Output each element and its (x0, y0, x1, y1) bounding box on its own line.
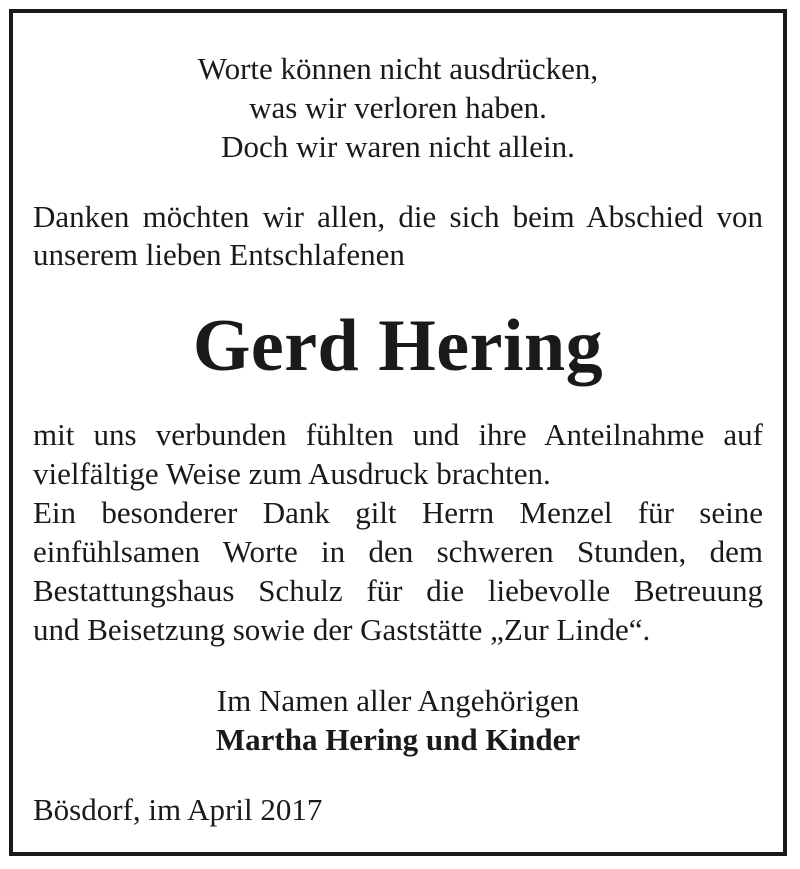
signature-line-2: Martha Hering und Kinder (215, 722, 581, 757)
thanks-body-line-4: einfühlsamen Worte in den schweren Stunden, dem (33, 534, 763, 569)
deceased-name: Gerd Hering (192, 305, 604, 387)
thanks-body-line-5: Bestattungshaus Schulz für die liebevolle Betreuung (33, 573, 763, 608)
thanks-intro-line-2: unserem lieben Entschlafenen (33, 237, 405, 272)
signature-line-1: Im Namen aller Angehörigen (216, 683, 580, 718)
thanks-body-line-2: vielfältige Weise zum Ausdruck brachten. (33, 456, 551, 491)
thanks-body-line-6: und Beisetzung sowie der Gaststätte „Zur Linde“. (33, 612, 651, 647)
poem-line-3: Doch wir waren nicht allein. (221, 129, 575, 164)
obituary-thank-you-notice (9, 9, 787, 856)
poem-line-2: was wir verloren haben. (249, 90, 547, 125)
thanks-body-line-1: mit uns verbunden fühlten und ihre Anteilnahme auf (33, 417, 763, 452)
poem-line-1: Worte können nicht ausdrücken, (197, 51, 599, 86)
thanks-body-line-3: Ein besonderer Dank gilt Herrn Menzel für seine (33, 495, 763, 530)
place-date: Bösdorf, im April 2017 (33, 792, 323, 827)
thanks-intro-line-1: Danken möchten wir allen, die sich beim Abschied von (33, 199, 763, 234)
